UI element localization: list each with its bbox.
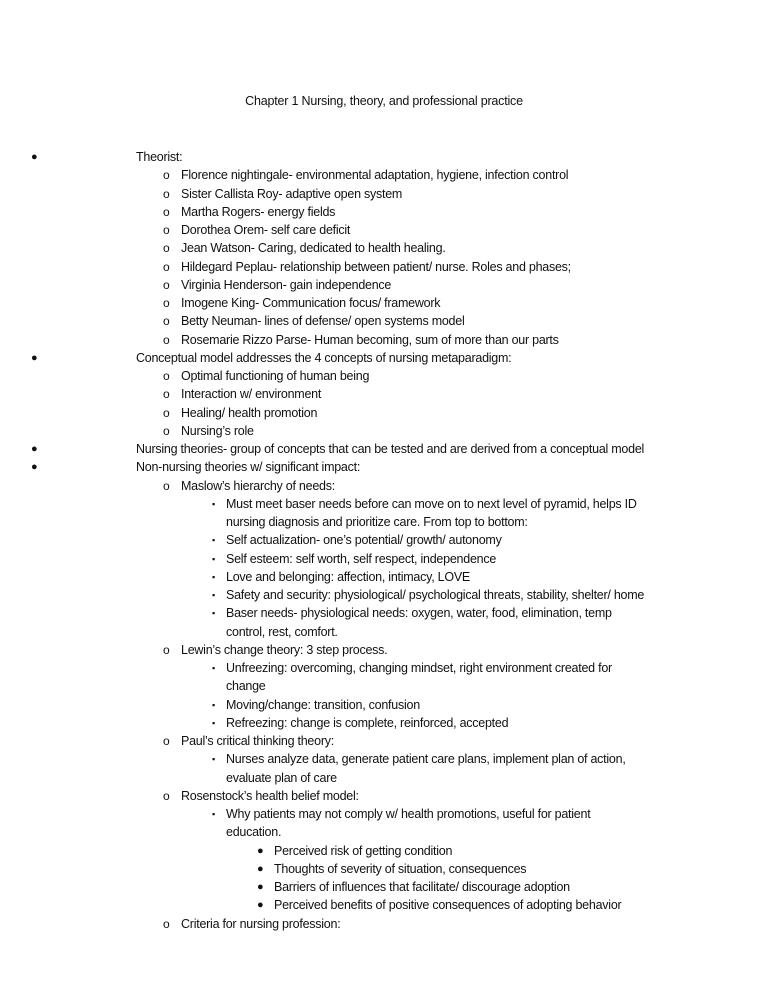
list-item-text: Unfreezing: overcoming, changing mindset, right environment created for: [226, 661, 612, 675]
list-item-text: Perceived risk of getting condition: [274, 843, 453, 858]
list-item: [0, 458, 768, 476]
list-item: [0, 550, 768, 568]
list-item-continuation: [0, 623, 768, 641]
document-title: Chapter 1 Nursing, theory, and professional practice: [245, 94, 523, 108]
bullet-icon: o: [163, 916, 170, 931]
list-item: [0, 385, 768, 403]
bullet-icon: ▪: [212, 608, 215, 619]
list-item-continuation: [0, 769, 768, 787]
list-item-text: Self esteem: self worth, self respect, independence: [226, 551, 497, 566]
bullet-icon: o: [163, 241, 170, 256]
list-item-text: Sister Callista Roy- adaptive open system: [181, 186, 403, 201]
list-item: [0, 568, 768, 586]
list-item-text: Lewin’s change theory: 3 step process.: [181, 642, 388, 657]
list-item-text: Rosemarie Rizzo Parse- Human becoming, sum of more than our parts: [181, 332, 559, 347]
list-item-text: Refreezing: change is complete, reinforced, accepted: [226, 715, 509, 730]
bullet-icon: ●: [31, 151, 38, 163]
bullet-icon: ▪: [212, 809, 215, 819]
list-item: [0, 586, 768, 604]
list-item-text: Self actualization- one’s potential/ growth/ autonomy: [226, 533, 502, 548]
list-item: [0, 404, 768, 422]
list-item-text: Florence nightingale- environmental adaptation, hygiene, infection control: [181, 168, 569, 183]
bullet-icon: ●: [31, 461, 38, 474]
list-item-text: Non-nursing theories w/ significant impact:: [136, 460, 361, 475]
list-item: [0, 805, 768, 823]
list-item: [0, 294, 768, 312]
bullet-icon: o: [163, 387, 170, 402]
list-item-text: control, rest, comfort.: [226, 624, 338, 639]
list-item: [0, 659, 768, 677]
list-item-text: Jean Watson- Caring, dedicated to health healing.: [181, 241, 446, 256]
bullet-icon: ●: [31, 443, 38, 455]
list-item-text: Barriers of influences that facilitate/ discourage adoption: [274, 880, 570, 894]
list-item: [0, 750, 768, 768]
list-item-text: Perceived benefits of positive consequences of adopting behavior: [274, 898, 622, 913]
bullet-icon: o: [163, 168, 170, 183]
bullet-icon: ●: [257, 881, 264, 893]
list-item-text: Paul’s critical thinking theory:: [181, 734, 334, 748]
list-item-text: nursing diagnosis and prioritize care. From top to bottom:: [226, 515, 528, 529]
bullet-icon: ▪: [212, 571, 215, 582]
bullet-icon: o: [163, 186, 170, 201]
list-item-text: Must meet baser needs before can move on to next level of pyramid, helps ID: [226, 496, 637, 511]
list-item-continuation: [0, 823, 768, 841]
list-item-continuation: [0, 513, 768, 531]
list-item-text: Moving/change: transition, confusion: [226, 697, 420, 712]
list-item-text: Nurses analyze data, generate patient care plans, implement plan of action,: [226, 752, 626, 767]
list-item: [0, 732, 768, 750]
bullet-icon: ●: [257, 862, 264, 875]
list-item-text: Maslow’s hierarchy of needs:: [181, 478, 335, 493]
bullet-icon: o: [163, 734, 170, 748]
list-item: [0, 495, 768, 513]
list-item-text: Virginia Henderson- gain independence: [181, 277, 392, 292]
bullet-icon: ▪: [212, 663, 215, 673]
list-item: [0, 203, 768, 221]
list-item-text: Healing/ health promotion: [181, 405, 318, 420]
list-item: [0, 331, 768, 349]
list-item-text: Criteria for nursing profession:: [181, 916, 341, 931]
list-item: [0, 604, 768, 622]
list-item: [0, 422, 768, 440]
list-item: [0, 367, 768, 385]
list-item: [0, 148, 768, 166]
bullet-icon: o: [163, 314, 170, 329]
bullet-icon: o: [163, 642, 170, 657]
list-item: [0, 915, 768, 933]
list-item: [0, 696, 768, 714]
bullet-icon: ▪: [212, 699, 215, 710]
list-item-text: Hildegard Peplau- relationship between patient/ nurse. Roles and phases;: [181, 259, 571, 274]
bullet-icon: ▪: [212, 754, 215, 765]
bullet-icon: o: [163, 788, 170, 803]
bullet-icon: o: [163, 478, 170, 493]
list-item: [0, 896, 768, 914]
bullet-icon: ▪: [212, 553, 215, 564]
bullet-icon: o: [163, 277, 170, 292]
bullet-icon: ●: [31, 351, 38, 364]
list-item-text: Theorist:: [136, 150, 183, 164]
bullet-icon: ▪: [212, 535, 215, 546]
list-item: [0, 878, 768, 896]
list-item-text: Conceptual model addresses the 4 concepts of nursing metaparadigm:: [136, 350, 512, 365]
list-item: [0, 312, 768, 330]
list-item-continuation: [0, 677, 768, 695]
list-item-text: education.: [226, 825, 282, 840]
list-item-text: Thoughts of severity of situation, consequences: [274, 861, 527, 876]
bullet-icon: o: [163, 259, 170, 274]
bullet-icon: o: [163, 369, 170, 383]
bullet-icon: ▪: [212, 590, 215, 600]
list-item-text: Dorothea Orem- self care deficit: [181, 223, 351, 237]
list-item-text: Nursing’s role: [181, 423, 254, 438]
list-item-text: Safety and security: physiological/ psychological threats, stability, shelter/ home: [226, 588, 645, 602]
document-body: [0, 148, 768, 933]
bullet-icon: ▪: [212, 498, 215, 509]
list-item-text: Why patients may not comply w/ health promotions, useful for patient: [226, 807, 591, 821]
list-item: [0, 440, 768, 458]
list-item: [0, 276, 768, 294]
bullet-icon: o: [163, 405, 170, 420]
bullet-icon: o: [163, 423, 170, 438]
list-item: [0, 239, 768, 257]
list-item: [0, 531, 768, 549]
list-item-text: Nursing theories- group of concepts that can be tested and are derived from a conceptual model: [136, 442, 645, 456]
bullet-icon: o: [163, 204, 170, 219]
list-item-text: Optimal functioning of human being: [181, 369, 370, 383]
bullet-icon: ▪: [212, 717, 215, 728]
list-item-text: change: [226, 679, 266, 694]
bullet-icon: ●: [257, 844, 264, 857]
list-item: [0, 714, 768, 732]
list-item-text: Martha Rogers- energy fields: [181, 204, 336, 219]
bullet-icon: o: [163, 332, 170, 347]
list-item: [0, 641, 768, 659]
list-item: [0, 349, 768, 367]
list-item-text: Betty Neuman- lines of defense/ open systems model: [181, 314, 465, 329]
bullet-icon: ●: [257, 899, 264, 912]
bullet-icon: o: [163, 223, 170, 237]
list-item-text: Baser needs- physiological needs: oxygen, water, food, elimination, temp: [226, 606, 612, 621]
list-item-text: Love and belonging: affection, intimacy, LOVE: [226, 569, 471, 584]
list-item: [0, 787, 768, 805]
list-item: [0, 221, 768, 239]
list-item: [0, 842, 768, 860]
list-item-text: Imogene King- Communication focus/ framework: [181, 296, 441, 310]
list-item: [0, 258, 768, 276]
list-item: [0, 185, 768, 203]
list-item-text: evaluate plan of care: [226, 770, 337, 785]
list-item: [0, 166, 768, 184]
list-item-text: Interaction w/ environment: [181, 387, 322, 402]
list-item: [0, 860, 768, 878]
list-item-text: Rosenstock’s health belief model:: [181, 788, 359, 803]
list-item: [0, 477, 768, 495]
bullet-icon: o: [163, 296, 170, 310]
